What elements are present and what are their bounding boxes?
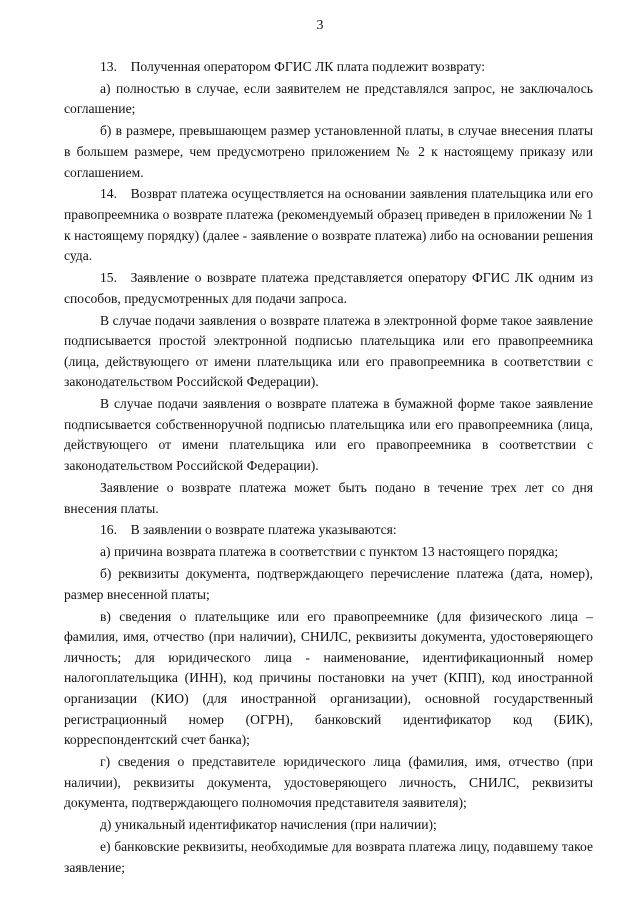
- paragraph-14: 14. Возврат платежа осуществляется на основании заявления плательщика или его правопреемника о возврате платежа (рекомендуемый образец приведен в приложении № 1 к настоящему порядку) (далее - заявление о возврате платежа) либо на основании решения суда.: [64, 186, 593, 264]
- paragraph-16-e: е) банковские реквизиты, необходимые для возврата платежа лицу, подавшему такое заявление;: [64, 839, 593, 875]
- page-number: 3: [316, 18, 324, 33]
- paragraph-16-g: г) сведения о представителе юридического лица (фамилия, имя, отчество (при наличии), реквизиты документа, удостоверяющего личность, СНИЛС, реквизиты документа, подтверждающего полномочия представителя заявителя);: [64, 754, 593, 811]
- paragraph-15-electronic: В случае подачи заявления о возврате платежа в электронной форме такое заявление подписывается простой электронной подписью плательщика или его правопреемника (лица, действующего от имени плательщика или его правопреемника в соответствии с законодательством Российской Федерации).: [64, 312, 593, 390]
- paragraph-16-b: б) реквизиты документа, подтверждающего перечисление платежа (дата, номер), размер внесенной платы;: [64, 566, 593, 602]
- paragraph-16-d: д) уникальный идентификатор начисления (при наличии);: [100, 817, 437, 833]
- paragraph-15: 15. Заявление о возврате платежа представляется оператору ФГИС ЛК одним из способов, предусмотренных для подачи запроса.: [64, 270, 593, 306]
- paragraph-13-a: а) полностью в случае, если заявителем не представлялся запрос, не заключалось соглашение;: [64, 80, 593, 117]
- paragraph-15-paper: В случае подачи заявления о возврате платежа в бумажной форме такое заявление подписывается собственноручной подписью плательщика или его правопреемника (лица, действующего от имени плательщика или его правопреемника в соответствии с законодательством Российской Федерации).: [64, 396, 593, 474]
- paragraph-13-b: б) в размере, превышающем размер установленной платы, в случае внесения платы в большем размере, чем предусмотрено приложением № 2 к настоящему приказу или соглашением.: [64, 123, 593, 180]
- paragraph-15-term: Заявление о возврате платежа может быть подано в течение трех лет со дня внесения платы.: [64, 479, 593, 516]
- document-body: [64, 57, 593, 880]
- paragraph-13: 13. Полученная оператором ФГИС ЛК плата подлежит возврату:: [100, 59, 485, 74]
- paragraph-16-a: а) причина возврата платежа в соответствии с пунктом 13 настоящего порядка;: [100, 544, 559, 560]
- paragraph-16: 16. В заявлении о возврате платежа указываются:: [100, 522, 397, 538]
- paragraph-16-v: в) сведения о плательщике или его правопреемнике (для физического лица – фамилия, имя, отчество (при наличии), СНИЛС, реквизиты документа, удостоверяющего личность; для юридического лица - наименование, идентификационный номер налогоплательщика (ИНН), код причины постановки на учет (КПП), код иностранной организации (КИО) (для иностранной организации), основной государственный регистрационный номер (ОГРН), банковский идентификатор код (БИК), корреспондентский счет банка);: [64, 608, 593, 748]
